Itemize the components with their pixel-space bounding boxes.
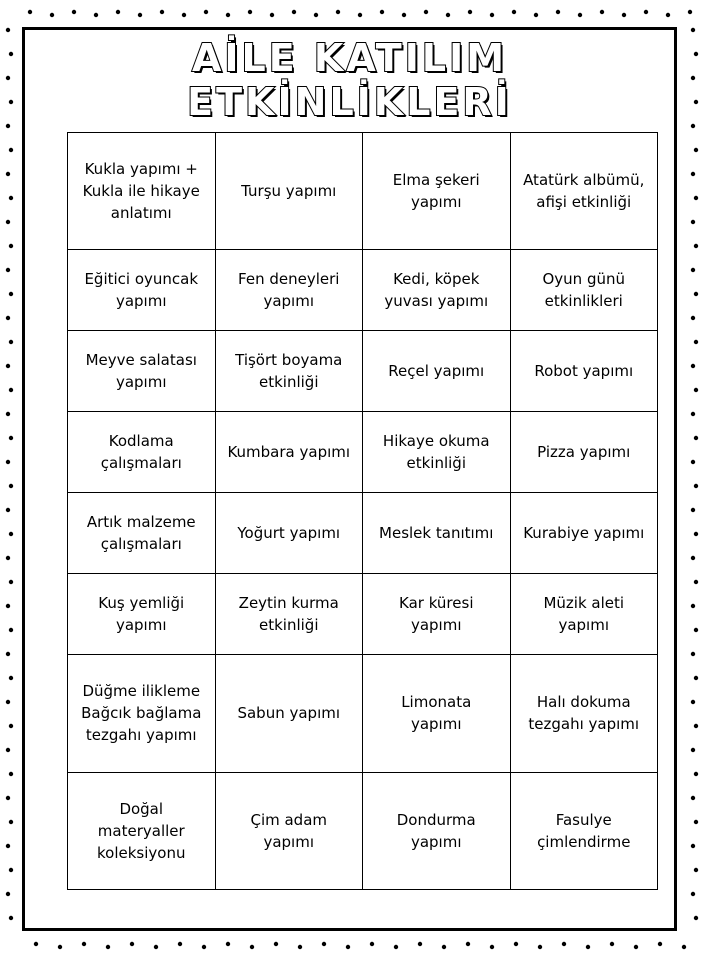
border-dot (691, 76, 695, 80)
border-dot (9, 820, 13, 824)
border-dot (694, 148, 698, 152)
border-dot (691, 220, 695, 224)
table-row (68, 493, 658, 574)
border-dot (634, 945, 638, 949)
border-dot (6, 460, 10, 464)
border-dot (9, 868, 13, 872)
border-dot (694, 436, 698, 440)
border-dot (106, 945, 110, 949)
border-dot (694, 196, 698, 200)
border-dot (586, 945, 590, 949)
table-cell: Yoğurt yapımı (215, 493, 363, 574)
table-row (68, 772, 658, 889)
border-dot (694, 292, 698, 296)
border-dot (346, 945, 350, 949)
border-dot (6, 316, 10, 320)
border-dot (666, 13, 670, 17)
border-dot (9, 532, 13, 536)
border-dot (691, 268, 695, 272)
border-dot (6, 700, 10, 704)
border-dot (694, 484, 698, 488)
border-dot (6, 844, 10, 848)
border-dot (274, 942, 278, 946)
table-row (68, 133, 658, 250)
border-dot (694, 820, 698, 824)
page-title (25, 36, 674, 124)
table-cell: Artık malzeme çalışmaları (68, 493, 216, 574)
table-cell: Limonata yapımı (363, 655, 511, 772)
table-cell: Düğme ilikleme Bağcık bağlama tezgahı yapımı (68, 655, 216, 772)
table-cell: Fen deneyleri yapımı (215, 250, 363, 331)
border-dot (562, 942, 566, 946)
border-dot (6, 556, 10, 560)
border-dot (694, 100, 698, 104)
border-dot (9, 772, 13, 776)
table-cell: Çim adam yapımı (215, 772, 363, 889)
border-dot (94, 13, 98, 17)
border-dot (9, 436, 13, 440)
border-dot (380, 10, 384, 14)
border-dot (691, 892, 695, 896)
border-dot (292, 10, 296, 14)
table-cell: Hikaye okuma etkinliği (363, 412, 511, 493)
table-cell: Doğal materyaller koleksiyonu (68, 772, 216, 889)
border-dot (116, 10, 120, 14)
table-cell: Kumbara yapımı (215, 412, 363, 493)
border-dot (694, 388, 698, 392)
border-dot (682, 945, 686, 949)
border-dot (691, 460, 695, 464)
border-dot (58, 945, 62, 949)
border-dot (6, 220, 10, 224)
border-dot (336, 10, 340, 14)
border-dot (512, 10, 516, 14)
border-dot (468, 10, 472, 14)
border-dot (691, 748, 695, 752)
border-dot (9, 148, 13, 152)
border-dot (9, 196, 13, 200)
border-dot (250, 945, 254, 949)
border-dot (9, 916, 13, 920)
border-dot (6, 508, 10, 512)
table-cell: Meyve salatası yapımı (68, 331, 216, 412)
border-dot (6, 76, 10, 80)
border-dot (9, 580, 13, 584)
border-dot (9, 100, 13, 104)
border-dot (72, 10, 76, 14)
table-cell: Robot yapımı (510, 331, 658, 412)
table-cell: Kedi, köpek yuvası yapımı (363, 250, 511, 331)
border-dot (6, 28, 10, 32)
border-dot (204, 10, 208, 14)
border-dot (578, 13, 582, 17)
table-cell: Dondurma yapımı (363, 772, 511, 889)
border-dot (6, 268, 10, 272)
table-cell: Halı dokuma tezgahı yapımı (510, 655, 658, 772)
border-dot (9, 628, 13, 632)
border-dot (9, 340, 13, 344)
border-dot (202, 945, 206, 949)
border-dot (691, 508, 695, 512)
border-dot (691, 364, 695, 368)
table-cell: Zeytin kurma etkinliği (215, 574, 363, 655)
table-cell: Meslek tanıtımı (363, 493, 511, 574)
border-dot (514, 942, 518, 946)
border-dot (9, 484, 13, 488)
border-dot (50, 13, 54, 17)
border-dot (402, 13, 406, 17)
border-dot (694, 340, 698, 344)
border-dot (6, 652, 10, 656)
table-row (68, 412, 658, 493)
border-dot (9, 388, 13, 392)
border-dot (610, 942, 614, 946)
border-dot (490, 13, 494, 17)
border-dot (314, 13, 318, 17)
border-dot (694, 916, 698, 920)
border-dot (691, 412, 695, 416)
border-dot (6, 124, 10, 128)
border-dot (694, 724, 698, 728)
border-dot (9, 676, 13, 680)
border-dot (691, 124, 695, 128)
table-cell: Elma şekeri yapımı (363, 133, 511, 250)
border-dot (694, 52, 698, 56)
border-dot (691, 172, 695, 176)
border-dot (6, 796, 10, 800)
border-dot (691, 700, 695, 704)
border-dot (6, 364, 10, 368)
border-dot (691, 604, 695, 608)
border-dot (694, 676, 698, 680)
border-dot (130, 942, 134, 946)
border-dot (694, 244, 698, 248)
border-dot (691, 652, 695, 656)
border-dot (6, 604, 10, 608)
border-dot (226, 13, 230, 17)
border-dot (28, 10, 32, 14)
table-cell: Pizza yapımı (510, 412, 658, 493)
border-dot (248, 10, 252, 14)
border-dot (226, 942, 230, 946)
border-dot (358, 13, 362, 17)
border-dot (694, 532, 698, 536)
table-row (68, 250, 658, 331)
border-dot (644, 10, 648, 14)
table-cell: Sabun yapımı (215, 655, 363, 772)
title-line-1: AİLE KATILIM (191, 36, 508, 80)
border-dot (6, 172, 10, 176)
table-cell: Kodlama çalışmaları (68, 412, 216, 493)
border-dot (160, 10, 164, 14)
border-dot (691, 28, 695, 32)
border-dot (600, 10, 604, 14)
title-line-2: ETKİNLİKLERİ (187, 80, 512, 124)
table-cell: Fasulye çimlendirme (510, 772, 658, 889)
border-dot (9, 724, 13, 728)
border-dot (6, 412, 10, 416)
table-cell: Kuş yemliği yapımı (68, 574, 216, 655)
border-dot (394, 945, 398, 949)
border-dot (691, 844, 695, 848)
border-dot (322, 942, 326, 946)
border-dot (9, 52, 13, 56)
border-dot (34, 942, 38, 946)
table-cell: Tişört boyama etkinliği (215, 331, 363, 412)
border-dot (691, 796, 695, 800)
table-cell: Eğitici oyuncak yapımı (68, 250, 216, 331)
border-dot (466, 942, 470, 946)
border-dot (688, 10, 692, 14)
border-dot (691, 556, 695, 560)
border-dot (178, 942, 182, 946)
border-dot (154, 945, 158, 949)
border-dot (6, 748, 10, 752)
border-dot (694, 628, 698, 632)
border-dot (270, 13, 274, 17)
table-row (68, 655, 658, 772)
border-dot (622, 13, 626, 17)
border-dot (6, 892, 10, 896)
border-dot (418, 942, 422, 946)
table-cell: Oyun günü etkinlikleri (510, 250, 658, 331)
border-dot (694, 580, 698, 584)
border-dot (298, 945, 302, 949)
table-row (68, 331, 658, 412)
border-dot (424, 10, 428, 14)
border-dot (182, 13, 186, 17)
border-dot (9, 244, 13, 248)
border-dot (538, 945, 542, 949)
border-dot (694, 772, 698, 776)
border-dot (138, 13, 142, 17)
border-dot (534, 13, 538, 17)
border-dot (446, 13, 450, 17)
table-cell: Kurabiye yapımı (510, 493, 658, 574)
border-dot (490, 945, 494, 949)
table-cell: Atatürk albümü, afişi etkinliği (510, 133, 658, 250)
table-cell: Kukla yapımı + Kukla ile hikaye anlatımı (68, 133, 216, 250)
table-cell: Turşu yapımı (215, 133, 363, 250)
table-row (68, 574, 658, 655)
table-cell: Reçel yapımı (363, 331, 511, 412)
table-cell: Kar küresi yapımı (363, 574, 511, 655)
border-dot (556, 10, 560, 14)
border-dot (82, 942, 86, 946)
border-dot (370, 942, 374, 946)
border-dot (658, 942, 662, 946)
border-dot (9, 292, 13, 296)
table-cell: Müzik aleti yapımı (510, 574, 658, 655)
border-dot (691, 316, 695, 320)
activities-table (67, 132, 658, 890)
border-dot (694, 868, 698, 872)
page-frame (22, 27, 677, 931)
border-dot (442, 945, 446, 949)
